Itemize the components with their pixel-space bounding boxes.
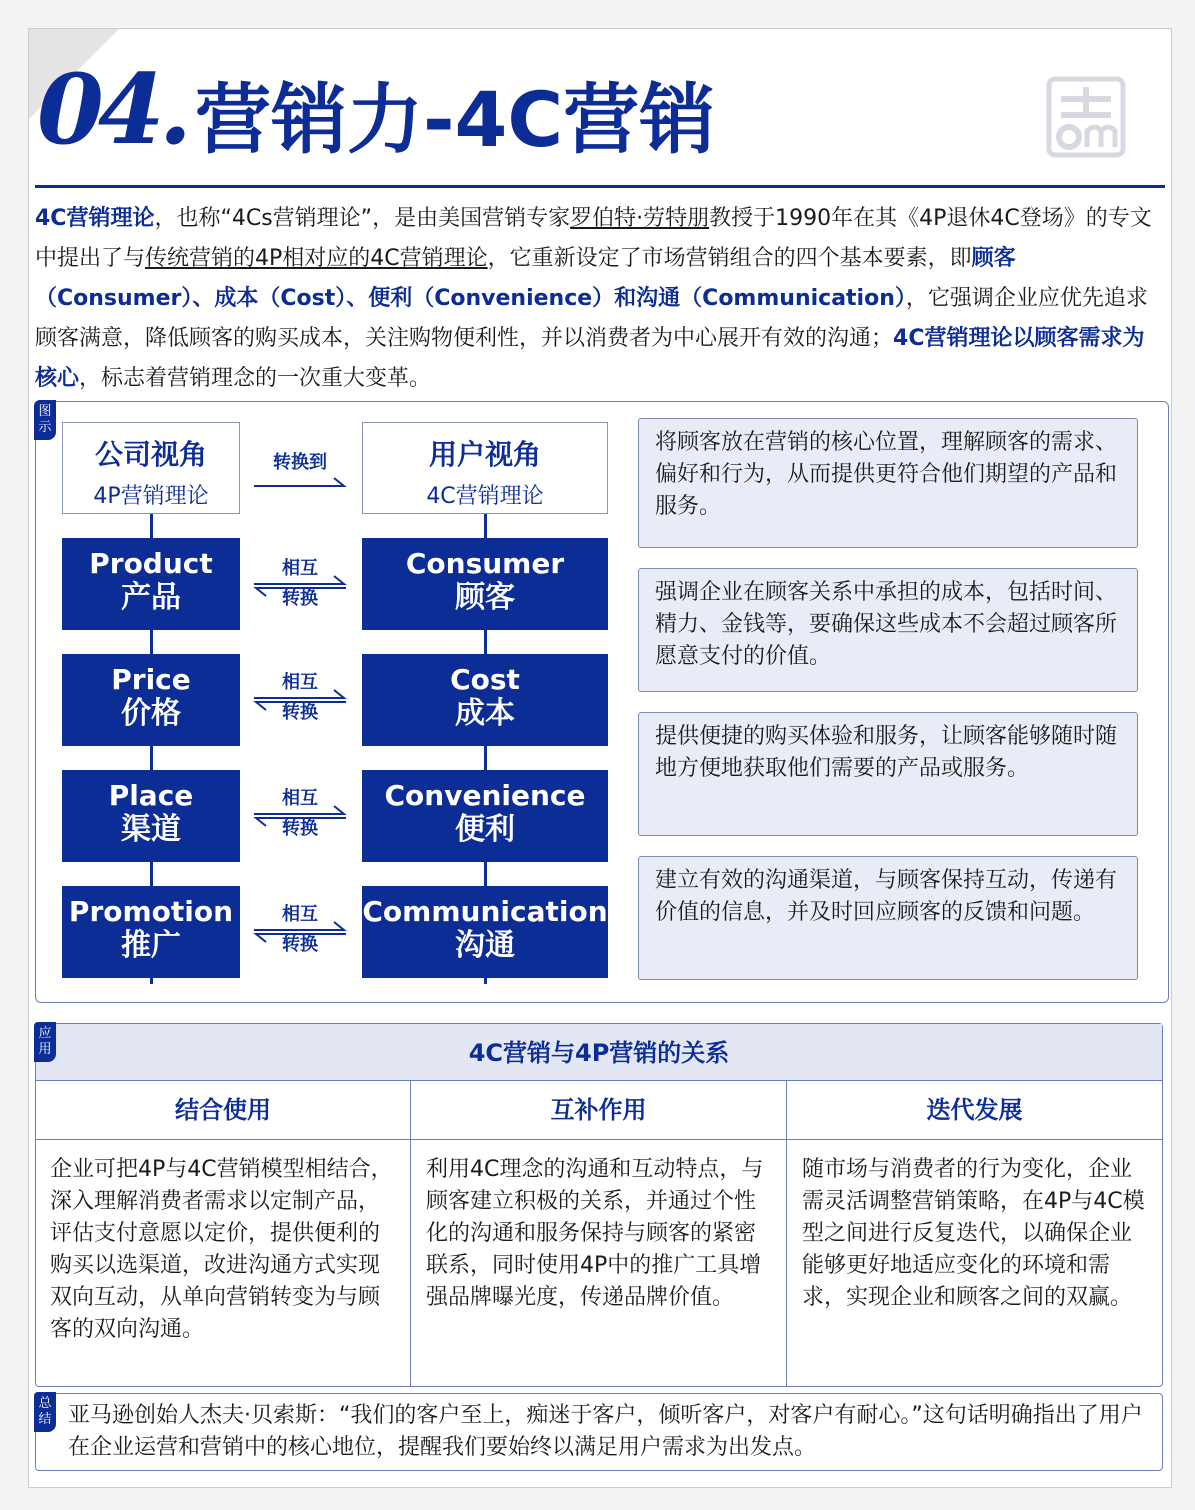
title-divider: [35, 185, 1165, 188]
column-divider: [786, 1081, 787, 1386]
c-box-cn: 便利: [455, 812, 515, 847]
c-box-en: Communication: [362, 895, 608, 928]
p-box-place: [62, 770, 240, 862]
column-text-iterate: 随市场与消费者的行为变化，企业需灵活调整营销策略，在4P与4C模型之间进行反复迭代，以确保企业能够更好地适应变化的环境和需求，实现企业和顾客之间的双赢。: [802, 1157, 1145, 1310]
exchange-arrow: [250, 668, 350, 732]
user-view-sub: 4C营销理论: [426, 484, 544, 509]
column-text-complement: 利用4C理念的沟通和互动特点，与顾客建立积极的关系，并通过个性化的沟通和服务保持与顾客的紧密联系，同时使用4P中的推广工具增强品牌曝光度，传递品牌价值。: [426, 1157, 764, 1310]
section-number: 04.: [37, 53, 187, 166]
c-box-cn: 顾客: [455, 580, 515, 615]
column-text-combine: 企业可把4P与4C营销模型相结合，深入理解消费者需求以定制产品，评估支付意愿以定价，提供便利的购买以选渠道，改进沟通方式实现双向互动，从单向营销转变为与顾客的双向沟通。: [50, 1157, 393, 1342]
exchange-label-2: 转换: [282, 818, 318, 839]
intro-text-3: ，它重新设定了市场营销组合的四个基本要素，即: [487, 246, 972, 271]
exchange-label-2: 转换: [282, 934, 318, 955]
c-box-consumer: [362, 538, 608, 630]
summary-tag: 总结: [34, 1392, 56, 1432]
summary-text: 亚马逊创始人杰夫·贝索斯：“我们的客户至上，痴迷于客户，倾听客户，对客户有耐心。”这句话明确指出了用户在企业运营和营销中的核心地位，提醒我们要始终以满足用户需求为出发点。: [68, 1403, 1143, 1460]
desc-cost: 强调企业在顾客关系中承担的成本，包括时间、精力、金钱等，要确保这些成本不会超过顾客所愿意支付的价值。: [638, 568, 1138, 692]
desc-consumer: 将顾客放在营销的核心位置，理解顾客的需求、偏好和行为，从而提供更符合他们期望的产品和服务。: [638, 418, 1138, 548]
user-view-title: 用户视角: [428, 438, 541, 471]
p-box-en: Product: [89, 547, 213, 580]
head-arrow: [250, 448, 350, 488]
exchange-arrow: [250, 784, 350, 848]
column-head-complement: 互补作用: [411, 1081, 786, 1140]
brand-logo: [1045, 75, 1127, 159]
exchange-arrow: [250, 554, 350, 618]
p-box-cn: 推广: [121, 928, 181, 963]
p-box-product: [62, 538, 240, 630]
page: [28, 28, 1172, 1488]
page-title: 营销力-4C营销: [195, 75, 716, 164]
intro-four-elements: 顾客（Consumer）、成本（Cost）、便利（Convenience）和沟通（Communication）: [35, 246, 1016, 311]
p-box-cn: 渠道: [121, 812, 181, 847]
right-arrow-icon: [250, 448, 350, 508]
head-arrow-label: 转换到: [273, 452, 327, 473]
column-divider: [410, 1081, 411, 1386]
p-box-en: Price: [111, 663, 191, 696]
user-view-box: [362, 422, 608, 514]
intro-text-1: ，也称“4Cs营销理论”，是由美国营销专家: [154, 206, 571, 231]
c-box-cn: 成本: [455, 696, 515, 731]
c-box-en: Convenience: [384, 779, 586, 812]
p-box-cn: 价格: [121, 696, 181, 731]
logo-mark-icon: [1045, 75, 1127, 159]
application-title: 4C营销与4P营销的关系: [36, 1024, 1162, 1081]
c-box-en: Consumer: [405, 547, 565, 580]
intro-text-4: ，它强调企业应优先追求顾客满意，降低顾客的购买成本，关注购物便利性，并以消费者为中心展开有效的沟通；: [35, 286, 1148, 351]
application-tag: 应用: [34, 1022, 56, 1062]
p-box-en: Place: [108, 779, 194, 812]
intro-author: 罗伯特·劳特朋: [570, 206, 710, 231]
c-box-communication: [362, 886, 608, 978]
exchange-label-1: 相互: [282, 672, 318, 693]
title-area: [35, 45, 1135, 175]
company-view-title: 公司视角: [94, 438, 207, 471]
intro-core: 4C营销理论以顾客需求为核心: [35, 326, 1145, 391]
exchange-label-1: 相互: [282, 904, 318, 925]
intro-text-2: 教授于1990年在其《4P退休4C登场》的专文中提出了与: [35, 206, 1152, 271]
exchange-label-2: 转换: [282, 588, 318, 609]
company-view-sub: 4P营销理论: [93, 484, 209, 509]
c-box-convenience: [362, 770, 608, 862]
intro-underlined: 传统营销的4P相对应的4C营销理论: [145, 246, 488, 271]
p-box-promotion: [62, 886, 240, 978]
exchange-label-1: 相互: [282, 788, 318, 809]
c-box-cn: 沟通: [455, 928, 515, 963]
p-box-cn: 产品: [121, 580, 181, 615]
exchange-label-1: 相互: [282, 558, 318, 579]
desc-communication: 建立有效的沟通渠道，与顾客保持互动，传递有价值的信息，并及时回应顾客的反馈和问题。: [638, 856, 1138, 980]
p-box-price: [62, 654, 240, 746]
desc-convenience: 提供便捷的购买体验和服务，让顾客能够随时随地方便地获取他们需要的产品或服务。: [638, 712, 1138, 836]
company-view-box: [62, 422, 240, 514]
c-box-cost: [362, 654, 608, 746]
column-head-iterate: 迭代发展: [787, 1081, 1162, 1140]
exchange-arrow: [250, 900, 350, 964]
intro-term: 4C营销理论: [35, 206, 155, 231]
p-box-en: Promotion: [68, 895, 234, 928]
intro-text-5: ，标志着营销理念的一次重大变革。: [79, 366, 432, 391]
diagram-panel: [35, 401, 1169, 1003]
diagram-tag: 图示: [34, 400, 56, 440]
exchange-label-2: 转换: [282, 702, 318, 723]
application-panel: [35, 1023, 1163, 1387]
c-box-en: Cost: [450, 663, 520, 696]
summary-panel: [35, 1393, 1163, 1471]
column-head-combine: 结合使用: [36, 1081, 410, 1140]
intro-paragraph: [35, 199, 1161, 399]
